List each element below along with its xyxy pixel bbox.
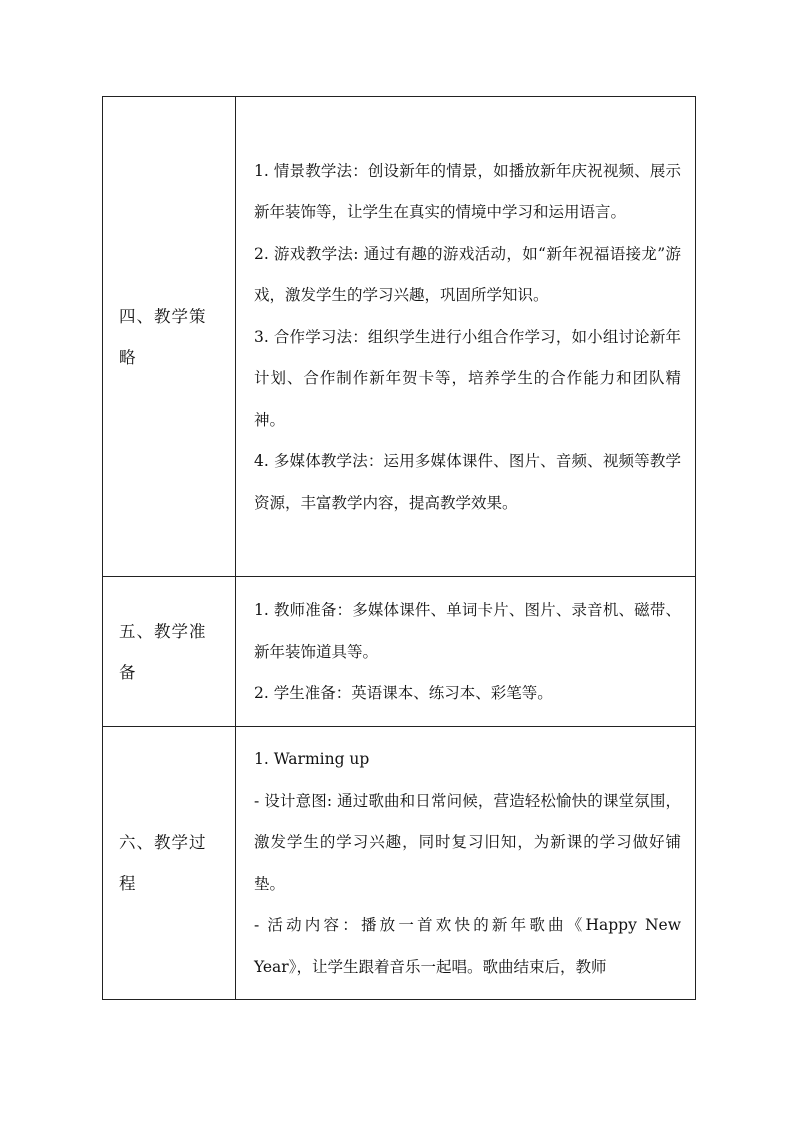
section-content-strategy <box>236 141 695 533</box>
preparation-item-2: 2. 学生准备：英语课本、练习本、彩笔等。 <box>254 684 553 703</box>
preparation-item-1: 1. 教师准备：多媒体课件、单词卡片、图片、录音机、磁带、新年装饰道具等。 <box>254 601 681 661</box>
strategy-item-2: 2. 游戏教学法: 通过有趣的游戏活动，如“新年祝福语接龙”游戏，激发学生的学习兴趣，巩固所学知识。 <box>254 244 681 305</box>
label-cell <box>103 727 236 1000</box>
content-cell <box>236 727 696 1000</box>
label-cell <box>103 577 236 727</box>
process-item-1: 1. Warming up <box>254 750 370 768</box>
lesson-plan-table <box>102 96 696 1000</box>
strategy-item-4: 4. 多媒体教学法：运用多媒体课件、图片、音频、视频等教学资源，丰富教学内容，提高教学效果。 <box>254 452 681 512</box>
content-cell <box>236 97 696 577</box>
section-label-preparation: 五、教学准备 <box>119 621 207 682</box>
table-row-preparation <box>103 577 696 727</box>
section-content-process <box>236 727 695 996</box>
table-row-strategy <box>103 97 696 577</box>
table-row-process <box>103 727 696 1000</box>
section-label-process: 六、教学过程 <box>119 833 207 893</box>
strategy-item-3: 3. 合作学习法：组织学生进行小组合作学习，如小组讨论新年计划、合作制作新年贺卡等，培养学生的合作能力和团队精神。 <box>254 327 681 429</box>
process-item-2: - 设计意图: 通过歌曲和日常问候，营造轻松愉快的课堂氛围，激发学生的学习兴趣，同时复习旧知，为新课的学习做好铺垫。 <box>254 791 681 893</box>
content-cell <box>236 577 696 727</box>
strategy-item-1: 1. 情景教学法：创设新年的情景，如播放新年庆祝视频、展示新年装饰等，让学生在真实的情境中学习和运用语言。 <box>254 161 681 222</box>
section-content-preparation <box>236 580 695 723</box>
label-cell <box>103 97 236 577</box>
section-label-strategy: 四、教学策略 <box>119 306 207 367</box>
process-item-3: - 活动内容：播放一首欢快的新年歌曲《Happy New Year》，让学生跟着音乐一起唱。歌曲结束后，教师 <box>254 916 681 976</box>
